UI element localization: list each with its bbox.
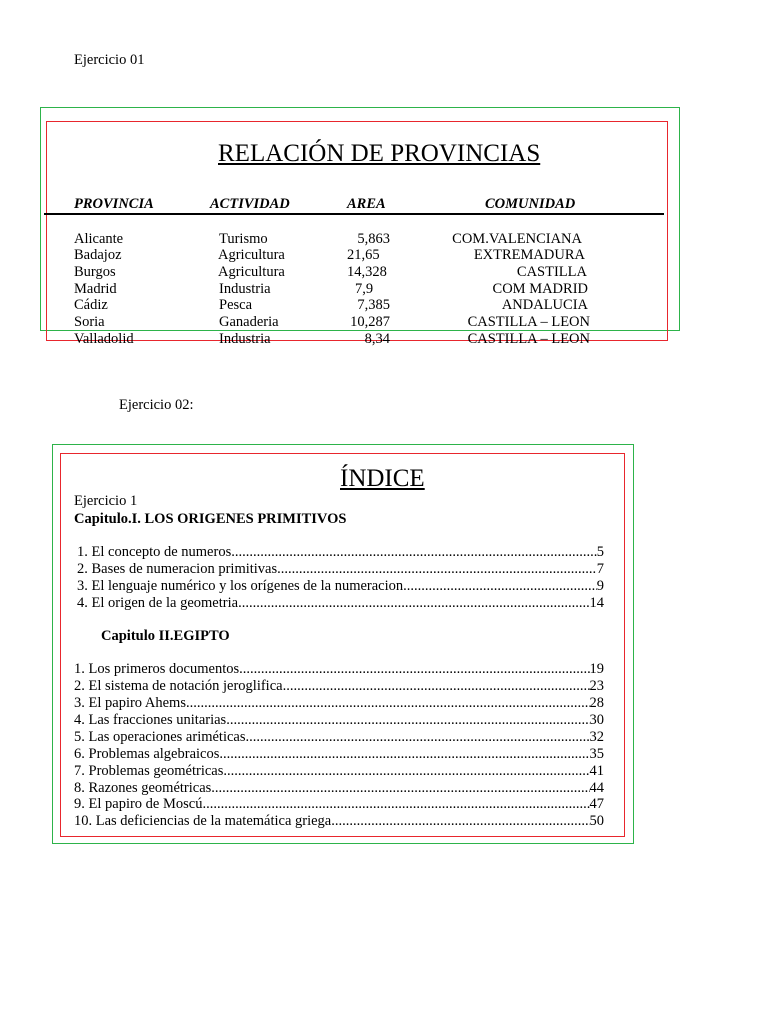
toc-text: Las fracciones unitarias [88, 712, 227, 728]
cell-area: 5,863 [357, 231, 390, 247]
cell-actividad: Ganaderia [219, 314, 279, 330]
toc-entry [74, 746, 604, 763]
header-provincia: PROVINCIA [74, 196, 154, 212]
toc-entry [77, 595, 604, 612]
toc-text: Bases de numeracion primitivas [91, 561, 278, 577]
toc-num: 7. [74, 763, 85, 779]
toc-num: 2. [77, 561, 88, 577]
toc-entry [77, 561, 604, 578]
toc-leader [331, 813, 589, 830]
toc-page: 47 [589, 796, 604, 812]
cell-provincia: Alicante [74, 231, 124, 247]
toc-page: 23 [589, 678, 604, 694]
cell-area: 10,287 [350, 314, 390, 330]
toc-page: 5 [596, 544, 604, 560]
toc-leader [202, 796, 589, 813]
toc-num: 1. [74, 661, 85, 677]
toc-text: Problemas geométricas [88, 763, 224, 779]
chapter-1-heading: Capitulo.I. LOS ORIGENES PRIMITIVOS [74, 511, 347, 527]
toc-page: 30 [589, 712, 604, 728]
toc-page: 9 [596, 578, 604, 594]
toc-num: 3. [74, 695, 85, 711]
header-area: AREA [347, 196, 386, 212]
toc-entry [74, 661, 604, 678]
toc-entry [74, 729, 604, 746]
index-subtitle: Ejercicio 1 [74, 493, 138, 509]
toc-entry [74, 780, 604, 797]
toc-page: 28 [589, 695, 604, 711]
index-title: ÍNDICE [340, 465, 425, 492]
toc-page: 35 [589, 746, 604, 762]
toc-text: Razones geométricas [88, 780, 212, 796]
cell-comunidad: COM.VALENCIANA [452, 231, 582, 247]
toc-text: El lenguaje numérico y los orígenes de la numeracion [91, 578, 404, 594]
toc-page: 32 [589, 729, 604, 745]
toc-page: 7 [596, 561, 604, 577]
toc-num: 6. [74, 746, 85, 762]
cell-comunidad: CASTILLA [516, 264, 587, 280]
toc-leader [403, 578, 597, 595]
cell-provincia: Cádiz [74, 297, 108, 313]
toc-text: Los primeros documentos [88, 661, 240, 677]
cell-actividad: Agricultura [218, 264, 285, 280]
toc-entry [74, 678, 604, 695]
toc-num: 2. [74, 678, 85, 694]
ejercicio-01-label: Ejercicio 01 [74, 52, 145, 68]
cell-comunidad: COM MADRID [492, 281, 588, 297]
toc-page: 19 [589, 661, 604, 677]
toc-leader [186, 695, 590, 712]
header-rule [44, 213, 664, 215]
cell-actividad: Industria [219, 281, 271, 297]
toc-entry [77, 578, 604, 595]
toc-entry [74, 796, 604, 813]
toc-num: 3. [77, 578, 88, 594]
toc-text: El origen de la geometria [91, 595, 239, 611]
toc-page: 41 [589, 763, 604, 779]
cell-comunidad: ANDALUCIA [501, 297, 588, 313]
cell-provincia: Valladolid [74, 331, 134, 347]
toc-page: 44 [589, 780, 604, 796]
toc-page: 50 [589, 813, 604, 829]
cell-provincia: Burgos [74, 264, 116, 280]
toc-num: 4. [74, 712, 85, 728]
table-title: RELACIÓN DE PROVINCIAS [218, 140, 541, 167]
toc-leader [277, 561, 597, 578]
cell-area: 8,34 [364, 331, 390, 347]
toc-entry [74, 712, 604, 729]
toc-num: 1. [77, 544, 88, 560]
toc-text: El papiro de Moscú [88, 796, 203, 812]
toc-entry [74, 695, 604, 712]
cell-area: 21,65 [347, 247, 380, 263]
toc-leader [246, 729, 590, 746]
chapter-2-heading: Capitulo II.EGIPTO [101, 628, 230, 644]
toc-leader [211, 780, 589, 797]
cell-area: 7,9 [355, 281, 374, 297]
header-actividad: ACTIVIDAD [210, 196, 290, 212]
cell-actividad: Turismo [219, 231, 268, 247]
cell-actividad: Pesca [219, 297, 253, 313]
toc-leader [219, 746, 589, 763]
toc-text: Las deficiencias de la matemática griega [95, 813, 332, 829]
toc-leader [239, 661, 589, 678]
cell-provincia: Badajoz [74, 247, 122, 263]
cell-actividad: Industria [219, 331, 271, 347]
toc-text: El concepto de numeros [91, 544, 232, 560]
toc-text: Las operaciones ariméticas [88, 729, 246, 745]
toc-num: 5. [74, 729, 85, 745]
toc-page: 14 [589, 595, 604, 611]
ejercicio-02-label: Ejercicio 02: [119, 397, 194, 413]
toc-num: 4. [77, 595, 88, 611]
cell-provincia: Soria [74, 314, 105, 330]
toc-text: El papiro Ahems [88, 695, 186, 711]
toc-entry [74, 763, 604, 780]
toc-leader [226, 712, 589, 729]
cell-comunidad: EXTREMADURA [473, 247, 585, 263]
toc-leader [223, 763, 589, 780]
toc-num: 8. [74, 780, 85, 796]
cell-actividad: Agricultura [218, 247, 285, 263]
toc-leader [231, 544, 597, 561]
toc-entry [74, 813, 604, 830]
cell-area: 7,385 [357, 297, 390, 313]
toc-num: 9. [74, 796, 85, 812]
toc-text: Problemas algebraicos [88, 746, 220, 762]
toc-entry [77, 544, 604, 561]
cell-provincia: Madrid [74, 281, 117, 297]
toc-num: 10. [74, 813, 93, 829]
cell-area: 14,328 [347, 264, 387, 280]
toc-text: El sistema de notación jeroglifica [88, 678, 283, 694]
toc-leader [283, 678, 590, 695]
cell-comunidad: CASTILLA – LEON [467, 314, 590, 330]
header-comunidad: COMUNIDAD [485, 196, 576, 212]
toc-leader [238, 595, 589, 612]
cell-comunidad: CASTILLA – LEON [467, 331, 590, 347]
